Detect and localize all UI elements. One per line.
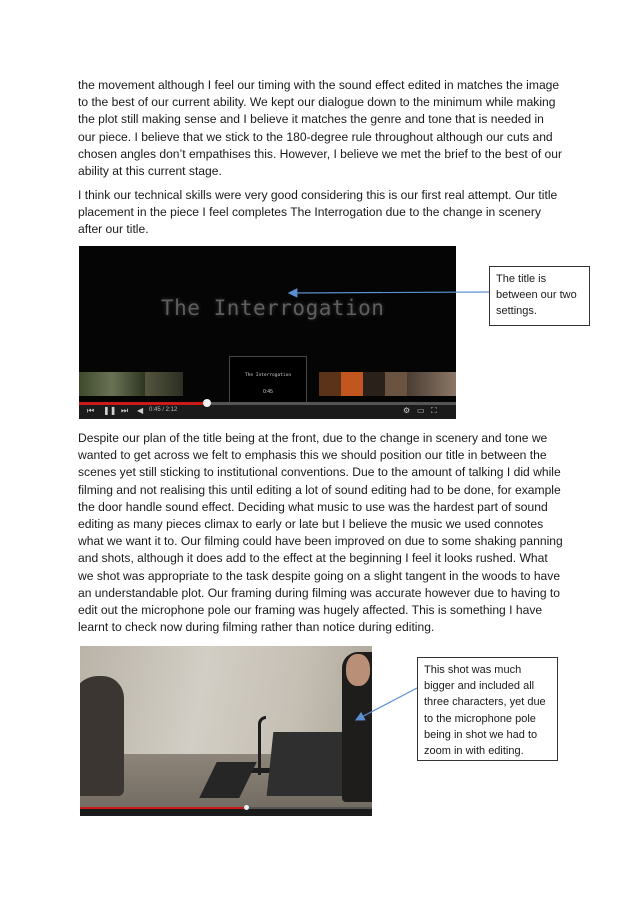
- video-controls: [79, 402, 456, 419]
- progress-handle-2[interactable]: [244, 805, 249, 810]
- thumbnail: [385, 372, 407, 396]
- volume-icon[interactable]: ◀: [137, 406, 144, 415]
- progress-fill: [79, 402, 207, 405]
- person-right-face: [346, 654, 370, 686]
- next-icon[interactable]: ⏭: [121, 406, 129, 415]
- scrub-preview-title: The Interrogation: [244, 373, 292, 378]
- prev-icon[interactable]: ⏮: [87, 406, 95, 415]
- callout-microphone-pole: This shot was much bigger and included all three characters, yet due to the microphone pole being in shot we had to zoom in with editing.: [417, 657, 558, 761]
- fullscreen-icon[interactable]: ⛶: [431, 406, 437, 415]
- paragraph-1: the movement although I feel our timing with the sound effect edited in matches the image to the best of our current ability. We kept our dialogue down to the minimum while making the plot still making sense and I believe it matches the genre and tone that is needed in our piece. I believe that we stick to the 180-degree rule throughout although our cuts and chosen angles don’t empathises this. However, I believe we met the brief to the best of our ability at this current stage.: [78, 78, 563, 179]
- paragraph-2: I think our technical skills were very good considering this is our first real attempt. Our title placement in the piece I feel completes The Interrogation due to the change in scenery after our title.: [78, 188, 558, 237]
- scrub-preview: [229, 356, 307, 404]
- time-display: 0:45 / 2:12: [149, 407, 178, 413]
- thumbnail: [363, 372, 385, 396]
- thumbnail: [145, 372, 183, 396]
- settings-icon[interactable]: ⚙: [403, 406, 411, 415]
- thumbnail: [79, 372, 145, 396]
- thumbnail: [407, 372, 456, 396]
- paragraph-3: Despite our plan of the title being at the front, due to the change in scenery and tone we wanted to get across we felt to emphasis this we should position our title in between the scenes yet still sticking to institutional conventions. Due to the amount of talking I did while filming and not realising this until editing a lot of sound editing had to be done, for example the door handle sound effect. Deciding what music to use was the hardest part of sound editing as many pieces climax to early or late but I believe the music we used connotes what we want it to. Our filming could have been improved on due to some shaking panning and shots, although it does add to the effect at the beginning I feel it looks rushed. What we shot was appropriate to the task despite going on a slight tangent in the woods to have an understandable plot. Our framing during filming was accurate however due to having to edit out the microphone pole our framing was hugely affected. This is something I have learnt to check now during filming rather than notice during editing.: [78, 431, 563, 635]
- thumbnail: [319, 372, 341, 396]
- callout-title-placement: The title is between our two settings.: [489, 266, 590, 326]
- progress-handle[interactable]: [203, 399, 211, 407]
- progress-fill-2: [80, 807, 246, 809]
- video-screenshot-framing: [80, 646, 372, 816]
- captions-icon[interactable]: ▭: [417, 406, 425, 415]
- video-title-text: The Interrogation: [161, 296, 385, 320]
- video-controls-2: [80, 807, 372, 816]
- video-screenshot-title: [79, 246, 456, 419]
- play-pause-icon[interactable]: ❚❚: [103, 406, 117, 415]
- thumbnail: [341, 372, 363, 396]
- person-left: [80, 676, 124, 796]
- microphone-pole: [258, 716, 266, 775]
- scrub-preview-time: 0:45: [263, 389, 273, 395]
- laptop-object: [267, 732, 354, 796]
